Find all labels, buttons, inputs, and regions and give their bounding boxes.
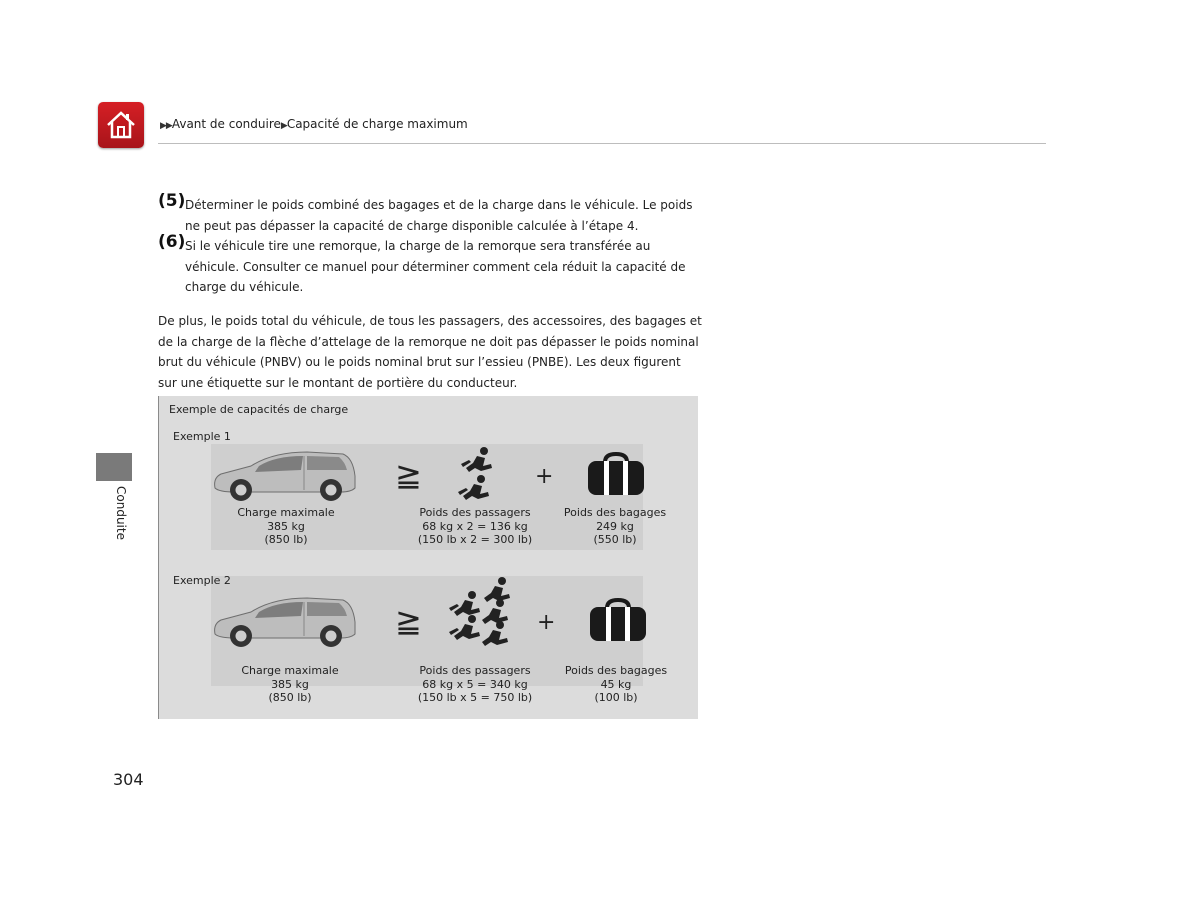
- car-icon: [211, 594, 357, 650]
- header-divider: [158, 143, 1046, 144]
- caption-title: Poids des passagers: [419, 506, 531, 519]
- step-text: Déterminer le poids combiné des bagages et de la charge dans le véhicule. Le poids ne peut pas dépasser la capacité de charge disponible calculée à l’étape 4.: [185, 198, 693, 233]
- side-tab-marker[interactable]: [96, 453, 132, 481]
- load-capacity-figure: [158, 396, 698, 719]
- greater-equal-symbol: ≧: [395, 602, 422, 640]
- caption-title: Poids des bagages: [563, 506, 667, 519]
- caption-kg: 68 kg x 5 = 340 kg: [422, 677, 528, 691]
- greater-equal-symbol: ≧: [395, 456, 422, 494]
- step-5: [158, 191, 698, 236]
- step-text: Si le véhicule tire une remorque, la charge de la remorque sera transférée au véhicule. Consulter ce manuel pour déterminer comment cela réduit la capacité de charge du véhicule.: [185, 239, 686, 294]
- breadcrumb: [160, 117, 468, 131]
- breadcrumb-link-1[interactable]: Avant de conduire: [171, 117, 281, 131]
- passenger-weight-caption: [405, 664, 545, 705]
- step-number: (6): [158, 232, 186, 252]
- passenger-icon: [457, 446, 497, 502]
- caption-kg: 249 kg: [596, 519, 634, 533]
- figure-title: Exemple de capacités de charge: [169, 403, 349, 416]
- caption-kg: 385 kg: [267, 519, 305, 533]
- plus-symbol: +: [537, 610, 556, 635]
- caption-kg: 45 kg: [600, 677, 632, 691]
- home-button[interactable]: [98, 102, 144, 148]
- caption-title: Charge maximale: [241, 664, 339, 677]
- caption-kg: 385 kg: [271, 677, 309, 691]
- caption-lb: (550 lb): [593, 533, 637, 546]
- breadcrumb-current: Capacité de charge maximum: [286, 117, 468, 131]
- caption-title: Charge maximale: [237, 506, 335, 519]
- caption-lb: (100 lb): [594, 691, 638, 704]
- luggage-weight-caption: [546, 664, 686, 705]
- caption-title: Poids des passagers: [419, 664, 531, 677]
- luggage-icon: [589, 598, 647, 642]
- breadcrumb-arrow-icon: ▶: [280, 121, 287, 131]
- caption-kg: 68 kg x 2 = 136 kg: [422, 519, 528, 533]
- page-number: 304: [113, 770, 144, 789]
- plus-symbol: +: [535, 464, 554, 489]
- caption-title: Poids des bagages: [564, 664, 668, 677]
- caption-lb: (150 lb x 2 = 300 lb): [417, 533, 533, 546]
- passenger-weight-caption: [405, 506, 545, 547]
- caption-lb: (850 lb): [268, 691, 312, 704]
- step-number: (5): [158, 191, 186, 211]
- home-icon: [105, 109, 137, 141]
- step-6: [158, 232, 698, 298]
- body-paragraph: De plus, le poids total du véhicule, de tous les passagers, des accessoires, des bagages et de la charge de la flèche d’attelage de la remorque ne doit pas dépasser le poids nominal brut du véhicule (PNBV) ou le poids nominal brut sur l’essieu (PNBE). Les deux figurent sur une étiquette sur le montant de portière du conducteur.: [158, 314, 702, 390]
- breadcrumb-arrow-icon: ▶▶: [160, 121, 172, 131]
- passengers-icon: [443, 576, 513, 648]
- car-icon: [211, 448, 357, 504]
- caption-lb: (850 lb): [264, 533, 308, 546]
- example-2-label: Exemple 2: [173, 574, 231, 587]
- luggage-icon: [587, 452, 645, 496]
- example-1-label: Exemple 1: [173, 430, 231, 443]
- max-load-caption: [220, 664, 360, 705]
- side-tab-label: Conduite: [114, 486, 128, 540]
- max-load-caption: [216, 506, 356, 547]
- caption-lb: (150 lb x 5 = 750 lb): [417, 691, 533, 704]
- luggage-weight-caption: [545, 506, 685, 547]
